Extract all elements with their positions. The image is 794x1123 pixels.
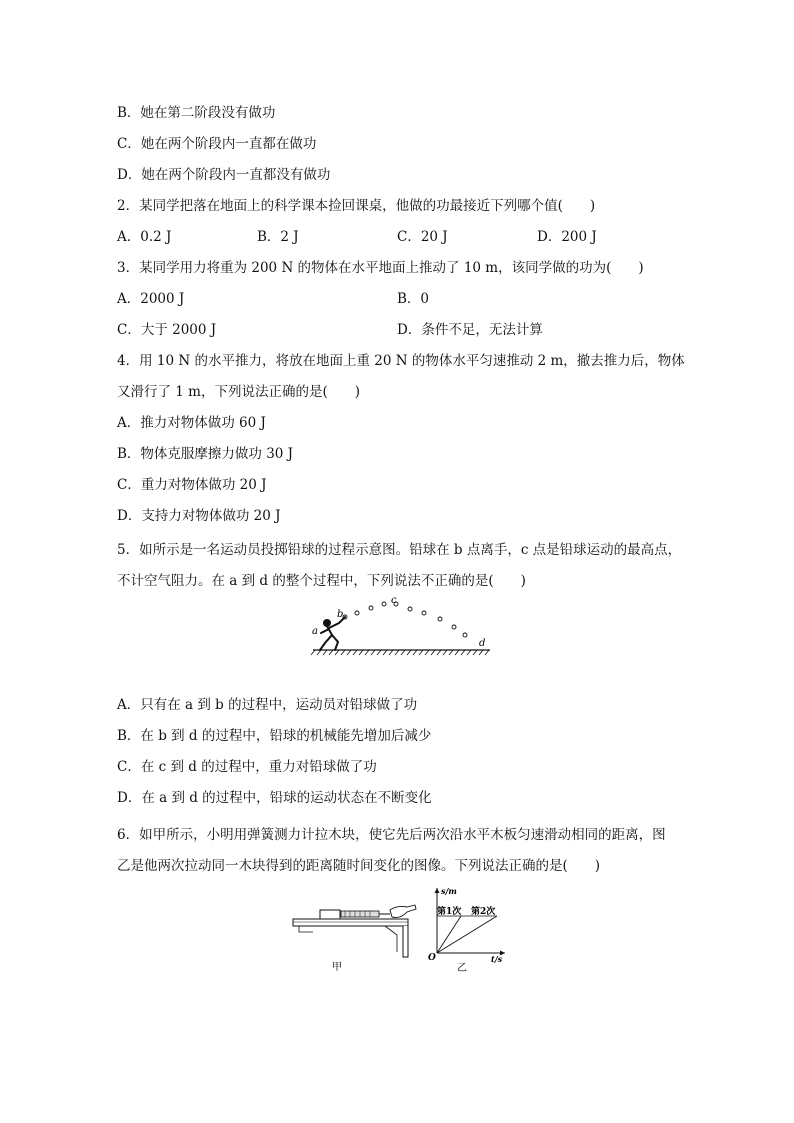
shotput-figure (305, 595, 495, 660)
label-d: d (479, 638, 486, 649)
q3-option-c: C．大于 2000 J (117, 322, 217, 338)
question-5-line-2: 不计空气阻力。在 a 到 d 的整个过程中，下列说法不正确的是( ) (117, 573, 526, 589)
q4-option-c: C．重力对物体做功 20 J (117, 477, 267, 493)
q3-option-d: D．条件不足，无法计算 (397, 322, 543, 338)
label-a: a (312, 626, 318, 637)
series-2-line (437, 916, 497, 953)
question-4-line-1: 4．用 10 N 的水平推力，将放在地面上重 20 N 的物体水平匀速推动 2 m，撤去推力后，物体 (117, 353, 685, 369)
question-2: 2．某同学把落在地面上的科学课本捡回课桌，他做的功最接近下列哪个值( ) (117, 198, 596, 214)
series-1-label: 第1次 (437, 907, 462, 917)
q4-option-b: B．物体克服摩擦力做功 30 J (117, 446, 294, 462)
q1-option-d: D．她在两个阶段内一直都没有做功 (117, 167, 331, 183)
series-1-line (437, 916, 461, 953)
label-c: c (391, 595, 397, 606)
q3-option-a: A．2000 J (117, 291, 185, 307)
y-axis-label: s/m (441, 886, 457, 896)
q5-option-c: C．在 c 到 d 的过程中，重力对铅球做了功 (117, 759, 377, 775)
q3-option-b: B．0 (397, 291, 430, 307)
table-spring-scale-figure (285, 897, 425, 972)
q5-option-a: A．只有在 a 到 b 的过程中，运动员对铅球做了功 (117, 697, 418, 713)
question-6-line-1: 6．如甲所示，小明用弹簧测力计拉木块，使它先后两次沿水平木板匀速滑动相同的距离，图 (117, 827, 666, 843)
q5-option-b: B．在 b 到 d 的过程中，铅球的机械能先增加后减少 (117, 728, 432, 744)
question-6-line-2: 乙是他两次拉动同一木块得到的距离随时间变化的图像。下列说法正确的是( ) (117, 858, 601, 874)
caption-jia: 甲 (332, 962, 342, 972)
q2-option-b: B．2 J (257, 229, 299, 245)
q1-option-c: C．她在两个阶段内一直都在做功 (117, 136, 317, 152)
q4-option-d: D．支持力对物体做功 20 J (117, 508, 281, 524)
q5-option-d: D．在 a 到 d 的过程中，铅球的运动状态在不断变化 (117, 790, 432, 806)
origin-label: O (428, 953, 436, 963)
label-b: b (337, 609, 344, 620)
distance-time-graph (425, 882, 510, 974)
caption-yi: 乙 (457, 963, 467, 974)
q1-option-b: B．她在第二阶段没有做功 (117, 105, 276, 121)
question-3: 3．某同学用力将重为 200 N 的物体在水平地面上推动了 10 m，该同学做的功为( ) (117, 260, 644, 276)
q2-option-d: D．200 J (537, 229, 597, 245)
question-5-line-1: 5．如所示是一名运动员投掷铅球的过程示意图。铅球在 b 点离手，c 点是铅球运动的最高点， (117, 542, 682, 558)
q2-option-a: A．0.2 J (117, 229, 172, 245)
series-2-label: 第2次 (471, 907, 496, 917)
q4-option-a: A．推力对物体做功 60 J (117, 415, 266, 431)
question-4-line-2: 又滑行了 1 m，下列说法正确的是( ) (117, 384, 361, 400)
x-axis-label: t/s (491, 954, 503, 964)
q2-option-c: C．20 J (397, 229, 448, 245)
